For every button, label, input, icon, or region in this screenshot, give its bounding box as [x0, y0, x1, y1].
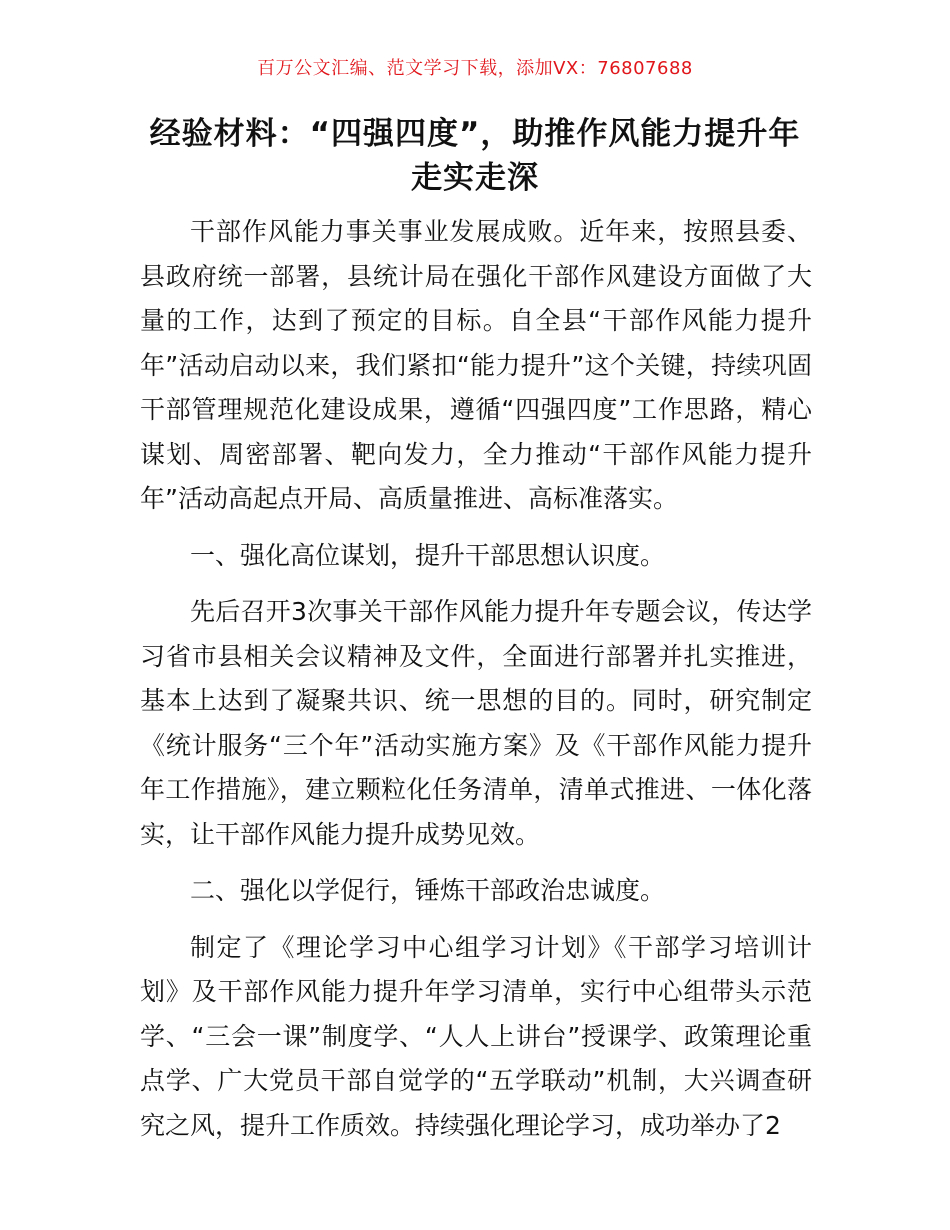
section-heading-2: 二、强化以学促行，锤炼干部政治忠诚度。 — [190, 876, 666, 905]
document-title: 经验材料：“四强四度”，助推作风能力提升年走实走深 — [149, 116, 801, 196]
watermark-banner: 百万公文汇编、范文学习下载，添加VX：76807688 — [257, 58, 693, 79]
section-1-paragraph: 先后召开3次事关干部作风能力提升年专题会议，传达学习省市县相关会议精神及文件，全面进行部署并扎实推进，基本上达到了凝聚共识、统一思想的目的。同时，研究制定《统计服务“三个年”活动实施方案》及《干部作风能力提升年工作措施》，建立颗粒化任务清单，清单式推进、一体化落实，让干部作风能力提升成势见效。 — [140, 597, 812, 849]
section-heading-1: 一、强化高位谋划，提升干部思想认识度。 — [190, 540, 666, 570]
document-body — [140, 210, 812, 1148]
intro-paragraph: 干部作风能力事关事业发展成败。近年来，按照县委、县政府统一部署，县统计局在强化干部作风建设方面做了大量的工作，达到了预定的目标。自全县“干部作风能力提升年”活动启动以来，我们紧扣“能力提升”这个关键，持续巩固干部管理规范化建设成果，遵循“四强四度”工作思路，精心谋划、周密部署、靶向发力，全力推动“干部作风能力提升年”活动高起点开局、高质量推进、高标准落实。 — [140, 217, 812, 513]
section-2-paragraph: 制定了《理论学习中心组学习计划》《干部学习培训计划》及干部作风能力提升年学习清单，实行中心组带头示范学、“三会一课”制度学、“人人上讲台”授课学、政策理论重点学、广大党员干部自觉学的“五学联动”机制，大兴调查研究之风，提升工作质效。持续强化理论学习，成功举办了2 — [140, 932, 812, 1140]
